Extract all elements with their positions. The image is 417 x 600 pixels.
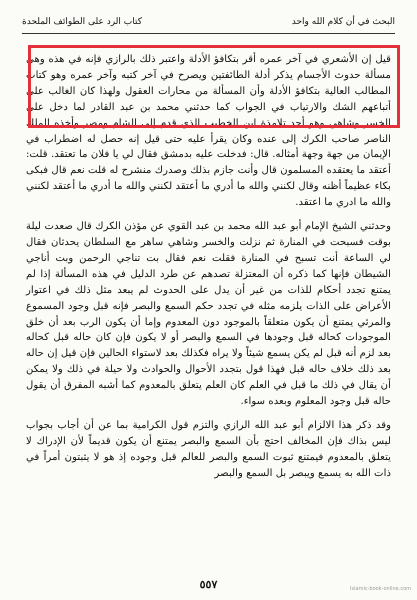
- paragraph-1: قيل إن الأشعري في آخر عمره أقر بتكافؤ الأدلة واعتبر ذلك بالرازي فإنه في هذه وهي مسألة حدوث الأجسام يذكر أدلة الطائفتين ويصرح في آخر كتبه وآخر عمره وهو كتاب المطالب العالية بتكافؤ الأدلة وأن المسألة من محارات العقول ولهذا كان الغالب على أتباعهم الشك والارتياب في الجواب كما حدثني محمد بن عبد القادر لما دخل على الخسر وشاهي وهو أحد تلامذة ابن الخطيب الذي قدم إلى الشام ومصر وأخذه الملك الناصر صاحب الكرك إلى عنده وكان يقرأ عليه حتى قيل إنه حصل له اضطراب في الإيمان من جهة وجهة أمثاله. قال: فدخلت عليه بدمشق فقال لي يا فلان ما تعتقد. قلت: أعتقد ما يعتقده المسلمون قال وأنت جازم بذلك وصدرك منشرح له قلت نعم قال فبكى بكاء عظيماً أظنه وقال لكنني والله ما أدري ما أعتقد لكنني والله ما أدري ما أعتقد لكنني والله ما ادري ما اعتقد.: [26, 54, 391, 209]
- header-rule: [22, 33, 395, 34]
- header-right-title: البحث في أن كلام الله واحد: [291, 17, 395, 27]
- page-body: [26, 52, 391, 482]
- header-left-title: كتاب الرد على الطوائف الملحدة: [22, 17, 142, 27]
- paragraph-2: وحدثني الشيخ الإمام أبو عبد الله محمد بن عبد القوي عن مؤذن الكرك قال صعدت ليلة بوقت فسبحت في المنارة ثم نزلت والخسر وشاهي ساهر مع السلطان يحدثان فقال لي الساعة أنت تسبح في المنارة فقلت نعم فقال بت تناجي الرحمن وبت أناجي الشيطان فإنها كما ذكره أن المعتزلة تصدهم عن طرد الدليل في هذه المسألة إذا لم يمتنع تجدد أحكام للذات من غير أن يدل على الحدوث لم يبعد مثل ذلك في اعتوار الأعراض على الذات يلزمه مثله في تجدد حكم السمع والبصر فإنه قبل وجود المسموع والمرئي يمتنع أن يكون متعلقاً بالموجود دون المعدوم وإما أن يكون الرب بعد أن خلق الموجودات كحاله قبل وجودها في السمع والبصر أو لا يكون فإن كان حاله قبل كحاله بعد لزم أنه قبل لم يكن يسمع شيئاً ولا يراه فكذلك بعد لاستواء الحالين فإن قيل إن حاله بعد ذلك خلاف حاله قبل فهذا قول بتجدد الأحوال والحوادث ولا حيلة في ذلك ولا يمكن أن يقال في ذلك ما قبل في العلم كان العلم يتعلق بالمعدوم كما أشبه المفرق أن يقول حاله قبل وجود المعلوم وبعده سواء.: [26, 221, 391, 408]
- running-header: [22, 14, 395, 30]
- paragraph-3: وقد ذكر هذا الالزام أبو عبد الله الرازي والتزم قول الكرامية بما عن أن أجاب بجواب ليس بذاك فإن المخالف احتج بأن السمع والبصر يمتنع أن يكون قديماً لأن الإدراك لا يتعلق بالمعدوم فيمتنع ثبوت السمع والبصر للعالم قبل وجوده إذ هو لا يثبتون أمراً في ذات الله به يسمع ويبصر بل السمع والبصر: [26, 419, 391, 479]
- page-number: ٥٥٧: [199, 578, 218, 591]
- watermark: Islamic-book-online.com: [350, 586, 411, 592]
